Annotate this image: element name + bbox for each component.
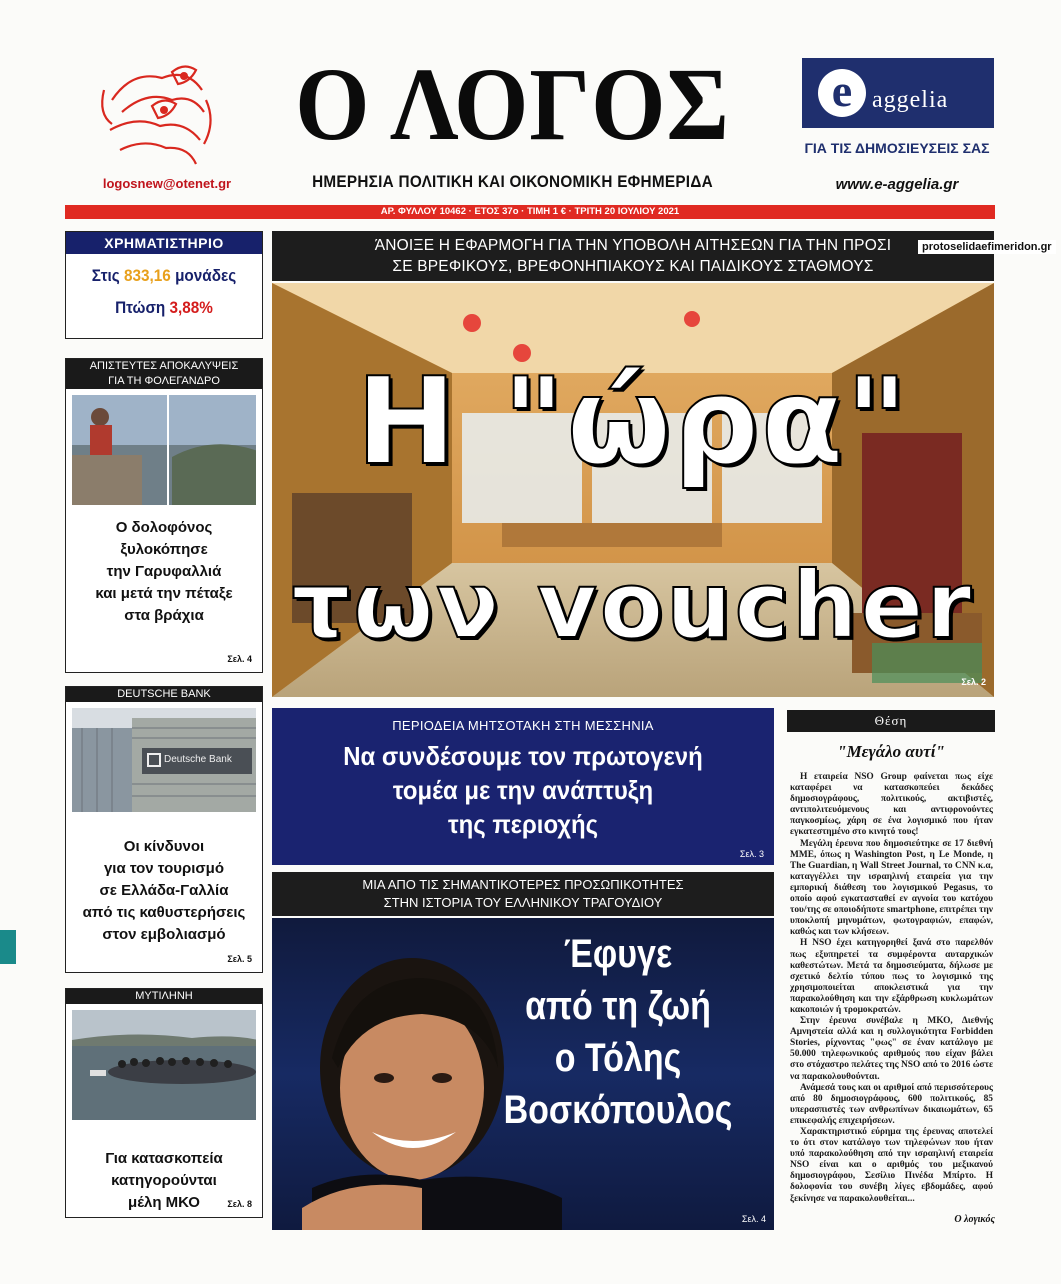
ad-url-link[interactable]: www.e-aggelia.gr	[835, 176, 959, 193]
market-points-line	[76, 266, 252, 286]
story-folegandros-header	[66, 359, 262, 389]
story-deutsche-bank-page: Σελ. 5	[227, 954, 252, 964]
stock-market-box[interactable]	[65, 231, 263, 339]
issue-info-bar: ΑΡ. ΦΥΛΛΟΥ 10462 · ΕΤΟΣ 37ο · ΤΙΜΗ 1 € · ΤΡΙΤΗ 20 ΙΟΥΛΙΟΥ 2021	[65, 205, 995, 219]
story-deutsche-bank-photo	[72, 708, 256, 812]
story-folegandros-line2: ξυλοκόπησε	[120, 541, 208, 558]
voskopoulos-headline-line4: Βοσκόπουλος	[503, 1088, 733, 1132]
top-banner-line1: ΆΝΟΙΞΕ Η ΕΦΑΡΜΟΓΗ ΓΙΑ ΤΗΝ ΥΠΟΒΟΛΗ ΑΙΤΗΣΕΩΝ ΓΙΑ ΤΗΝ ΠΡΟΣΙ	[374, 237, 892, 254]
messinia-page-ref: Σελ. 3	[739, 849, 764, 859]
eaggelia-e-mark: e	[818, 69, 866, 117]
voskopoulos-headline-line1: Έφυγε	[563, 932, 673, 976]
messinia-kicker: ΠΕΡΙΟΔΕΙΑ ΜΗΤΣΟΤΑΚΗ ΣΤΗ ΜΕΣΣΗΝΙΑ	[392, 718, 654, 733]
story-folegandros-header-line2: ΓΙΑ ΤΗ ΦΟΛΕΓΑΝΔΡΟ	[108, 375, 220, 387]
voskopoulos-kicker-line2: ΣΤΗΝ ΙΣΤΟΡΙΑ ΤΟΥ ΕΛΛΗΝΙΚΟΥ ΤΡΑΓΟΥΔΙΟΥ	[383, 895, 663, 910]
eaggelia-ad-logo[interactable]	[802, 58, 994, 128]
opinion-signature: Ο λογικός	[954, 1214, 995, 1225]
opinion-header: Θέση	[787, 710, 995, 732]
messinia-headline	[292, 739, 754, 841]
story-mytilene-line3: μέλη ΜΚΟ	[128, 1194, 200, 1211]
story-deutsche-bank-header: DEUTSCHE BANK	[66, 687, 262, 702]
story-folegandros-page: Σελ. 4	[227, 654, 252, 664]
story-deutsche-bank-line3: σε Ελλάδα-Γαλλία	[99, 882, 229, 899]
story-folegandros-line3: την Γαρυφαλλιά	[106, 563, 222, 580]
hero-story-voucher[interactable]	[272, 283, 994, 697]
opinion-body	[790, 772, 993, 1212]
story-mytilene-page: Σελ. 8	[227, 1199, 252, 1209]
story-mytilene[interactable]	[65, 988, 263, 1218]
story-deutsche-bank[interactable]	[65, 686, 263, 973]
story-deutsche-bank-line2: για τον τουρισμό	[103, 860, 225, 877]
voskopoulos-kicker-line1: ΜΙΑ ΑΠΟ ΤΙΣ ΣΗΜΑΝΤΙΚΟΤΕΡΕΣ ΠΡΟΣΩΠΙΚΟΤΗΤΕΣ	[362, 877, 684, 892]
market-points-prefix: Στις	[91, 266, 125, 285]
opinion-paragraph: Η εταιρεία NSO Group φαίνεται πως είχε καταφέρει να κατασκοπεύει δεκάδες δημοσιογράφους, πολιτικούς, ακτιβιστές, αντιπολιτευόμενους και αντιφρονούντες παγκοσμίως, χάρη σε ένα λογισμικό που ήταν εγκατεστημένο στο κινητό τους!	[790, 772, 993, 838]
market-points-suffix: μονάδες	[170, 266, 237, 285]
story-messinia[interactable]	[272, 708, 774, 865]
story-mytilene-header: ΜΥΤΙΛΗΝΗ	[66, 989, 262, 1004]
ad-tagline: ΓΙΑ ΤΙΣ ΔΗΜΟΣΙΕΥΣΕΙΣ ΣΑΣ	[804, 140, 990, 156]
hero-headline-line1: Η "ώρα"	[356, 353, 910, 492]
source-watermark: protoselidaefimeridon.gr	[918, 240, 1056, 254]
market-drop-line	[76, 298, 252, 318]
opinion-paragraph: Χαρακτηριστικό εύρημα της έρευνας αποτελεί το ότι στον κατάλογο των τηλεφώνων που ήταν υπό παρακολούθηση από την ισραηλινή εταιρεία NSO είναι και ο αριθμός του μεξικανού δημοσιογράφου, Σεσίλιο Πινέδα Μπίρτο. Η δολοφονία του συνέβη λίγες εβδομάδες, αφού ξεκίνησε να παρακολουθείται...	[790, 1127, 993, 1204]
voskopoulos-headline-line3: ο Τόλης	[554, 1036, 682, 1080]
story-folegandros-line5: στα βράχια	[124, 607, 204, 624]
market-drop-value: 3,88%	[169, 298, 213, 317]
top-banner-line2: ΣΕ ΒΡΕΦΙΚΟΥΣ, ΒΡΕΦΟΝΗΠΙΑΚΟΥΣ ΚΑΙ ΠΑΙΔΙΚΟΥΣ ΣΤΑΘΜΟΥΣ	[392, 258, 874, 275]
opinion-paragraph: Η NSO έχει κατηγορηθεί ξανά στο παρελθόν πως εξυπηρετεί τα συμφέροντα αυταρχικών καθεστώτων. Μετά τα δημοσιεύματα, δήλωσε με σχετικό δελτίο τύπου πως το λογισμικό της χρησιμοποιείται αποκλειστικά για την παρακολούθηση και την εξάρθρωση κυκλωμάτων κακοποιών ή τρομοκρατών.	[790, 938, 993, 1015]
voskopoulos-headline-line2: από τη ζωή	[525, 984, 711, 1028]
deutsche-bank-sign: Deutsche Bank	[164, 754, 232, 765]
story-folegandros-line1: Ο δολοφόνος	[115, 519, 213, 536]
newspaper-title: Ο ΛΟΓΟΣ	[295, 47, 730, 162]
story-mytilene-line1: Για κατασκοπεία	[105, 1150, 223, 1167]
opinion-paragraph: Στην έρευνα συνέβαλε η ΜΚΟ, Διεθνής Αμνηστεία αλλά και η συλλογικότητα Forbidden Stories, ρίχνοντας "φως" σε έναν κατάλογο με 50.000 τηλεφωνικούς αριθμούς που είχαν βάλει στο στόχαστρο πελάτες της NSO από το 2016 ώστε να παρακολουθούνται.	[790, 1016, 993, 1082]
opinion-paragraph: Ανάμεσά τους και οι αριθμοί από περισσότερους από 80 δημοσιογράφους, 600 πολιτικούς, 85 υπερασπιστές των ανθρωπίνων δικαιωμάτων, 65 επικεφαλής επιχειρήσεων.	[790, 1082, 993, 1126]
messinia-headline-line3: της περιοχής	[447, 809, 599, 839]
opinion-title[interactable]: "Μεγάλο αυτί"	[837, 742, 945, 761]
stock-market-header: ΧΡΗΜΑΤΙΣΤΗΡΙΟ	[66, 232, 262, 254]
edge-color-mark	[0, 930, 16, 964]
story-mytilene-photo	[72, 1010, 256, 1120]
newspaper-subtitle: ΗΜΕΡΗΣΙΑ ΠΟΛΙΤΙΚΗ ΚΑΙ ΟΙΚΟΝΟΜΙΚΗ ΕΦΗΜΕΡΙΔΑ	[312, 172, 713, 191]
story-deutsche-bank-text	[66, 836, 262, 946]
story-mytilene-line2: κατηγορούνται	[111, 1172, 217, 1189]
newspaper-emblem-logo	[92, 60, 222, 172]
story-deutsche-bank-line1: Οι κίνδυνοι	[123, 838, 205, 855]
story-folegandros[interactable]	[65, 358, 263, 673]
eaggelia-wordmark: aggelia	[872, 86, 949, 113]
story-folegandros-photo	[72, 395, 256, 505]
top-banner-kicker[interactable]	[272, 231, 994, 281]
voskopoulos-kicker	[272, 872, 774, 916]
contact-email[interactable]: logosnew@otenet.gr	[102, 176, 232, 191]
messinia-headline-line2: τομέα με την ανάπτυξη	[392, 775, 654, 805]
story-deutsche-bank-line5: στον εμβολιασμό	[102, 926, 226, 943]
opinion-paragraph: Μεγάλη έρευνα που δημοσιεύτηκε σε 17 διεθνή ΜΜΕ, όπως η Washington Post, η Le Monde, η The Guardian, η Wall Street Journal, το CNN κ.α, καταγγέλλει την ισραηλινή εταιρεία για την εμπορική διάθεση του λογισμικού Pegasus, το οποίο αφού εγκατασταθεί εν αγνοία του κατόχου του/της σε οποιοδήποτε smartphone, επιτρέπει την υποκλοπή μηνυμάτων, φωτογραφιών, επαφών, καθώς και των κλήσεων.	[790, 838, 993, 938]
market-drop-prefix: Πτώση	[115, 298, 170, 317]
story-folegandros-text	[66, 517, 262, 627]
story-voskopoulos[interactable]	[272, 918, 774, 1230]
hero-headline-line2: των voucher	[291, 552, 975, 659]
story-folegandros-line4: και μετά την πέταξε	[95, 585, 233, 602]
market-points-value: 833,16	[124, 266, 171, 285]
messinia-headline-line1: Να συνδέσουμε τον πρωτογενή	[343, 741, 703, 771]
voskopoulos-headline	[485, 928, 750, 1136]
story-folegandros-header-line1: ΑΠΙΣΤΕΥΤΕΣ ΑΠΟΚΑΛΥΨΕΙΣ	[89, 360, 239, 372]
story-deutsche-bank-line4: από τις καθυστερήσεις	[82, 904, 246, 921]
voskopoulos-page-ref: Σελ. 4	[741, 1214, 766, 1224]
hero-page-ref: Σελ. 2	[961, 677, 986, 687]
